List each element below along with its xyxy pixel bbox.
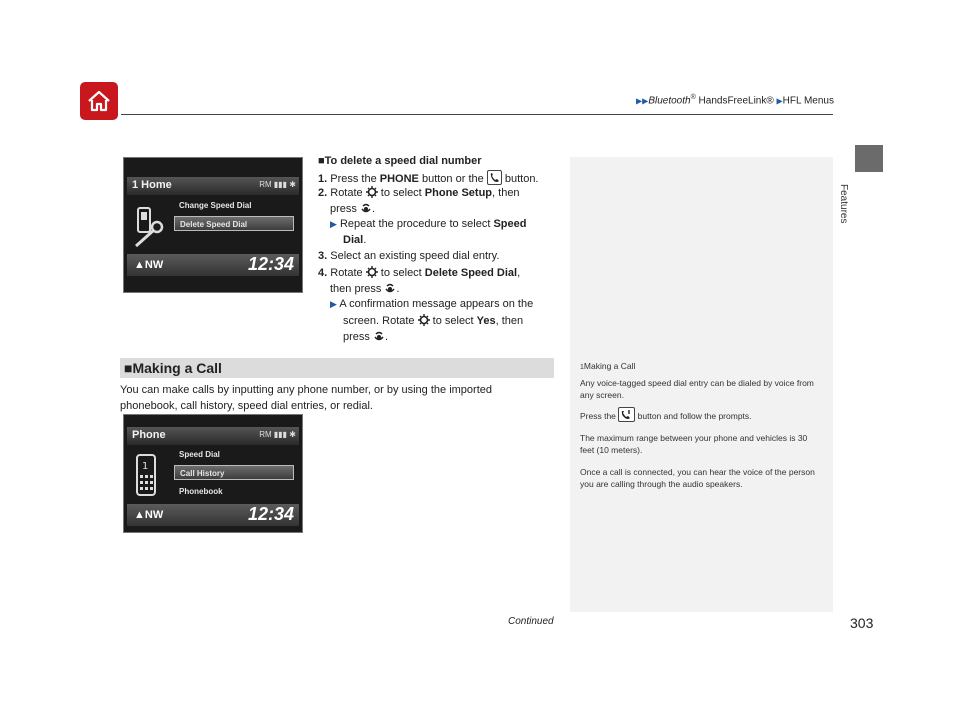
step-number: 1. [318, 173, 328, 185]
home-icon[interactable] [80, 82, 118, 120]
page-number: 303 [850, 615, 874, 631]
menu-option-call-history[interactable]: Call History [174, 465, 294, 480]
breadcrumb-item-hfl-menus[interactable]: HFL Menus [782, 95, 834, 107]
step-text: Press the [330, 173, 380, 185]
bluetooth-icon: ✱ [289, 430, 296, 439]
note-marker-icon: 1 [580, 364, 584, 371]
result-arrow-icon: ▶ [330, 219, 337, 229]
note-paragraph: The maximum range between your phone and vehicles is 30 feet (10 meters). [580, 433, 808, 455]
step-text: Rotate [330, 187, 366, 199]
breadcrumb-arrow-icon: ▶▶ [636, 96, 649, 106]
step-text: , then [492, 187, 520, 199]
menu-option-phonebook[interactable]: Phonebook [179, 487, 223, 496]
step-text: button or the [418, 173, 487, 185]
step-2-cont [330, 202, 375, 215]
step-text: button. [501, 173, 539, 185]
selector-knob-icon [418, 314, 430, 326]
selector-knob-icon [366, 266, 378, 278]
step-text: press [330, 203, 360, 215]
breadcrumb-item-handsfreelink[interactable]: HandsFreeLink® [695, 95, 774, 107]
step-2-sub [330, 218, 526, 230]
step-text: . [396, 283, 400, 295]
breadcrumb-reg-mark: ® [690, 94, 696, 101]
compass-heading: ▲NW [134, 509, 164, 521]
step-text: A confirmation message appears on the [339, 298, 534, 310]
step-text: press [343, 331, 373, 343]
step-text: , [517, 267, 521, 279]
roaming-indicator: RM [259, 180, 272, 189]
breadcrumb [591, 94, 834, 106]
section-body: You can make calls by inputting any phone number, or by using the imported phonebook, call history, speed dial entries, or redial. [120, 384, 492, 412]
note-title-text: Making a Call [583, 361, 636, 371]
note-text: button and follow the prompts. [635, 411, 752, 421]
step-4-sub [330, 298, 533, 310]
screen-title: Phone [132, 429, 166, 441]
bluetooth-icon: ✱ [289, 180, 296, 189]
step-4-sub-cont2 [343, 330, 388, 343]
section-heading-delete-speed-dial: ■To delete a speed dial number [318, 155, 482, 167]
step-4 [318, 266, 520, 279]
step-text: . [384, 331, 389, 343]
step-text: , then [495, 315, 524, 327]
menu-option-change-speed-dial[interactable]: Change Speed Dial [179, 201, 252, 210]
press-enter-icon [384, 282, 396, 294]
step-text: . [363, 234, 367, 246]
menu-term: Delete Speed Dial [424, 267, 518, 279]
talk-button-icon [618, 407, 635, 422]
clock: 12:34 [247, 254, 294, 274]
step-text: to select [429, 315, 477, 327]
step-text: screen. Rotate [343, 315, 418, 327]
clock: 12:34 [247, 504, 294, 524]
display-screen-home [123, 157, 303, 293]
screen-title: 1 Home [132, 179, 172, 191]
step-number: 3. [318, 250, 328, 262]
step-text: then press [330, 283, 385, 295]
step-text: Rotate [330, 267, 366, 279]
breadcrumb-arrow-icon: ▶ [776, 96, 783, 106]
continued-label: Continued [508, 616, 554, 627]
press-enter-icon [373, 330, 385, 342]
step-3 [318, 250, 499, 262]
svg-text:1: 1 [142, 461, 149, 472]
note-paragraph: Any voice-tagged speed dial entry can be dialed by voice from any screen. [580, 378, 814, 400]
step-text: . [371, 203, 376, 215]
menu-option-delete-speed-dial[interactable]: Delete Speed Dial [174, 216, 294, 231]
menu-term: Phone Setup [424, 187, 493, 199]
section-heading-making-a-call: ■Making a Call [124, 360, 222, 376]
phone-button-label: PHONE [379, 173, 419, 185]
phone-button-icon [487, 170, 502, 185]
phone-settings-icon [132, 206, 168, 250]
menu-option-speed-dial[interactable]: Speed Dial [179, 450, 220, 459]
section-tab-label [838, 180, 869, 270]
compass-heading: ▲NW [134, 259, 164, 271]
step-2 [318, 186, 520, 199]
step-text: Repeat the procedure to select [339, 218, 494, 230]
note-paragraph [580, 407, 820, 422]
signal-icon: RM ▮▮▮ ✱ [259, 430, 296, 439]
step-text: Select an existing speed dial entry. [330, 250, 500, 262]
step-2-sub-cont [343, 234, 366, 246]
note-text: Press the [580, 411, 619, 421]
step-number: 4. [318, 267, 328, 279]
display-screen-phone [123, 414, 303, 533]
note-paragraph: Once a call is connected, you can hear the voice of the person you are calling through the audio speakers. [580, 467, 815, 489]
press-enter-icon [360, 202, 372, 214]
breadcrumb-item-bluetooth[interactable]: Bluetooth [648, 95, 691, 107]
roaming-indicator: RM [259, 430, 272, 439]
menu-term: Speed [493, 218, 527, 230]
menu-term: Dial [343, 234, 364, 246]
phone-keypad-icon [134, 453, 164, 499]
result-arrow-icon: ▶ [330, 299, 337, 309]
header-rule [121, 114, 833, 115]
step-4-sub-cont [343, 314, 523, 327]
step-number: 2. [318, 187, 328, 199]
step-text: to select [377, 187, 425, 199]
step-text: to select [377, 267, 425, 279]
step-4-cont [330, 282, 399, 295]
signal-icon: RM ▮▮▮ ✱ [259, 180, 296, 189]
section-tab[interactable] [855, 145, 883, 172]
note-title [580, 361, 635, 371]
note-body [580, 377, 820, 496]
step-1 [318, 170, 539, 185]
selector-knob-icon [366, 186, 378, 198]
menu-term: Yes [476, 315, 496, 327]
section-tab-text: Features [838, 184, 849, 224]
